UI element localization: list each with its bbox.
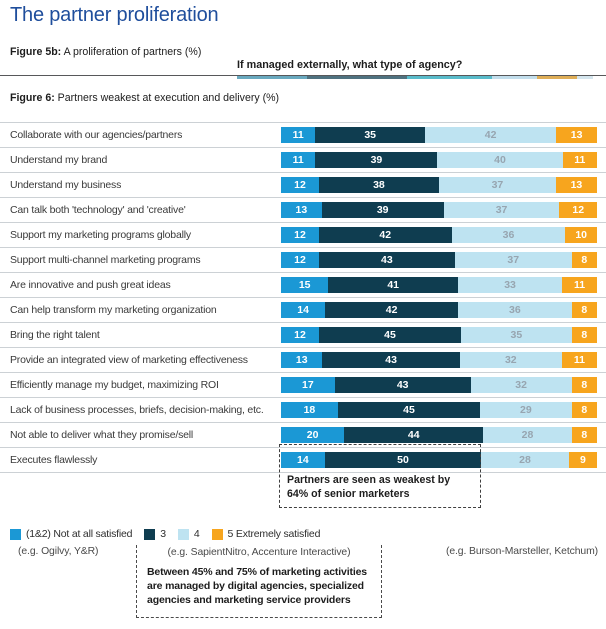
row-label: Can talk both 'technology' and 'creative' [10, 204, 186, 216]
bar-segment: 35 [461, 327, 572, 343]
row-label: Understand my brand [10, 154, 108, 166]
bar-segment: 10 [565, 227, 597, 243]
row-label: Bring the right talent [10, 329, 100, 341]
sliver-segment [407, 76, 492, 79]
stacked-bar [281, 202, 597, 218]
row-label: Executes flawlessly [10, 454, 98, 466]
bar-segment: 42 [325, 302, 458, 318]
stacked-bar [281, 277, 597, 293]
chart-row [0, 372, 606, 397]
bar-segment: 37 [455, 252, 572, 268]
info-note: Between 45% and 75% of marketing activities are managed by digital agencies, specialized agencies and marketing service providers [147, 566, 367, 607]
legend-swatch [178, 529, 189, 540]
row-label: Support my marketing programs globally [10, 229, 191, 241]
legend-label: 3 [160, 528, 166, 540]
bar-segment: 18 [281, 402, 338, 418]
figure5b-caption-text: A proliferation of partners (%) [61, 46, 202, 58]
bar-segment: 37 [439, 177, 556, 193]
figure6-chart [0, 122, 606, 500]
figure5b-caption-label: Figure 5b: [10, 46, 62, 58]
sliver-segment [237, 76, 307, 79]
bar-segment: 43 [322, 352, 459, 368]
figure5b-caption [10, 46, 201, 58]
chart-row [0, 347, 606, 372]
bar-segment: 43 [319, 252, 455, 268]
row-label: Not able to deliver what they promise/sell [10, 429, 194, 441]
figure5b-bar-sliver [237, 76, 593, 79]
bar-segment: 37 [444, 202, 560, 218]
bar-segment: 12 [281, 252, 319, 268]
bar-segment: 8 [572, 427, 597, 443]
sliver-segment [537, 76, 577, 79]
bar-segment: 8 [572, 377, 597, 393]
info-box [136, 545, 382, 618]
bar-segment: 38 [319, 177, 439, 193]
chart-row [0, 297, 606, 322]
row-label: Lack of business processes, briefs, decision-making, etc. [10, 404, 264, 416]
row-label: Efficiently manage my budget, maximizing ROI [10, 379, 219, 391]
chart-legend [10, 528, 320, 540]
chart-row [0, 272, 606, 297]
bar-segment: 15 [281, 277, 328, 293]
legend-label: 5 Extremely satisfied [227, 528, 321, 540]
bar-segment: 50 [325, 452, 481, 468]
stacked-bar [281, 252, 597, 268]
bar-segment: 13 [556, 127, 597, 143]
bar-segment: 13 [281, 352, 322, 368]
bar-segment: 14 [281, 452, 325, 468]
chart-row [0, 147, 606, 172]
legend-item [178, 528, 200, 540]
stacked-bar [281, 302, 597, 318]
bar-segment: 8 [572, 252, 597, 268]
legend-item [212, 528, 321, 540]
annotation-text: Partners are seen as weakest by 64% of senior marketers [287, 474, 451, 500]
legend-label: (1&2) Not at all satisfied [26, 528, 133, 540]
bar-segment: 28 [481, 452, 569, 468]
stacked-bar [281, 377, 597, 393]
bar-segment: 13 [556, 177, 597, 193]
figure6-caption [10, 92, 279, 104]
sliver-segment [307, 76, 407, 79]
stacked-bar [281, 427, 597, 443]
chart-row [0, 322, 606, 347]
bar-segment: 29 [480, 402, 572, 418]
stacked-bar [281, 402, 597, 418]
bar-segment: 36 [458, 302, 572, 318]
bar-segment: 20 [281, 427, 344, 443]
bar-segment: 42 [319, 227, 452, 243]
legend-swatch [212, 529, 223, 540]
footnote-left: (e.g. Ogilvy, Y&R) [18, 546, 99, 557]
row-label: Are innovative and push great ideas [10, 279, 171, 291]
bar-segment: 17 [281, 377, 335, 393]
legend-swatch [144, 529, 155, 540]
bar-segment: 8 [572, 402, 597, 418]
bar-segment: 11 [281, 152, 315, 168]
bar-segment: 11 [563, 152, 597, 168]
bar-segment: 11 [562, 352, 597, 368]
legend-label: 4 [193, 528, 200, 540]
chart-row [0, 222, 606, 247]
weakest-annotation-box [279, 444, 481, 508]
row-label: Collaborate with our agencies/partners [10, 129, 183, 141]
chart-row [0, 247, 606, 272]
bar-segment: 9 [569, 452, 597, 468]
stacked-bar [281, 127, 597, 143]
bar-segment: 12 [281, 177, 319, 193]
bar-segment: 8 [572, 302, 597, 318]
row-label: Support multi-channel marketing programs [10, 254, 201, 266]
bar-segment: 35 [315, 127, 425, 143]
figure6-caption-label: Figure 6: [10, 92, 55, 104]
bar-segment: 33 [458, 277, 562, 293]
footnote-middle: (e.g. SapientNitro, Accenture Interactive) [167, 547, 351, 558]
bar-segment: 32 [471, 377, 572, 393]
bar-segment: 36 [452, 227, 566, 243]
bar-segment: 12 [281, 327, 319, 343]
legend-item [10, 528, 132, 540]
stacked-bar [281, 227, 597, 243]
stacked-bar [281, 327, 597, 343]
bar-segment: 39 [322, 202, 444, 218]
sliver-segment [492, 76, 537, 79]
row-label: Understand my business [10, 179, 122, 191]
row-label: Can help transform my marketing organization [10, 304, 217, 316]
bar-segment: 44 [344, 427, 483, 443]
bar-segment: 39 [315, 152, 437, 168]
bar-segment: 43 [335, 377, 471, 393]
figure5b-column-header: If managed externally, what type of agency? [237, 59, 463, 71]
stacked-bar [281, 352, 597, 368]
legend-swatch [10, 529, 21, 540]
bar-segment: 45 [338, 402, 480, 418]
figure6-caption-text: Partners weakest at execution and delivery (%) [54, 92, 280, 104]
chart-row [0, 397, 606, 422]
bar-segment: 11 [562, 277, 597, 293]
bar-segment: 42 [425, 127, 556, 143]
bar-segment: 45 [319, 327, 461, 343]
bar-segment: 12 [559, 202, 597, 218]
chart-rows [0, 122, 606, 473]
bar-segment: 32 [460, 352, 562, 368]
bar-segment: 14 [281, 302, 325, 318]
bar-segment: 11 [281, 127, 315, 143]
stacked-bar [281, 177, 597, 193]
bar-segment: 8 [572, 327, 597, 343]
bar-segment: 28 [483, 427, 571, 443]
row-label: Provide an integrated view of marketing effectiveness [10, 354, 248, 366]
bar-segment: 13 [281, 202, 322, 218]
bar-segment: 12 [281, 227, 319, 243]
chart-row [0, 122, 606, 147]
chart-row [0, 197, 606, 222]
legend-item [144, 528, 166, 540]
footnote-right: (e.g. Burson-Marsteller, Ketchum) [445, 546, 598, 557]
page-title: The partner proliferation [10, 4, 219, 26]
bar-segment: 41 [328, 277, 458, 293]
chart-row [0, 172, 606, 197]
bar-segment: 40 [437, 152, 562, 168]
sliver-segment [577, 76, 593, 79]
stacked-bar [281, 152, 597, 168]
